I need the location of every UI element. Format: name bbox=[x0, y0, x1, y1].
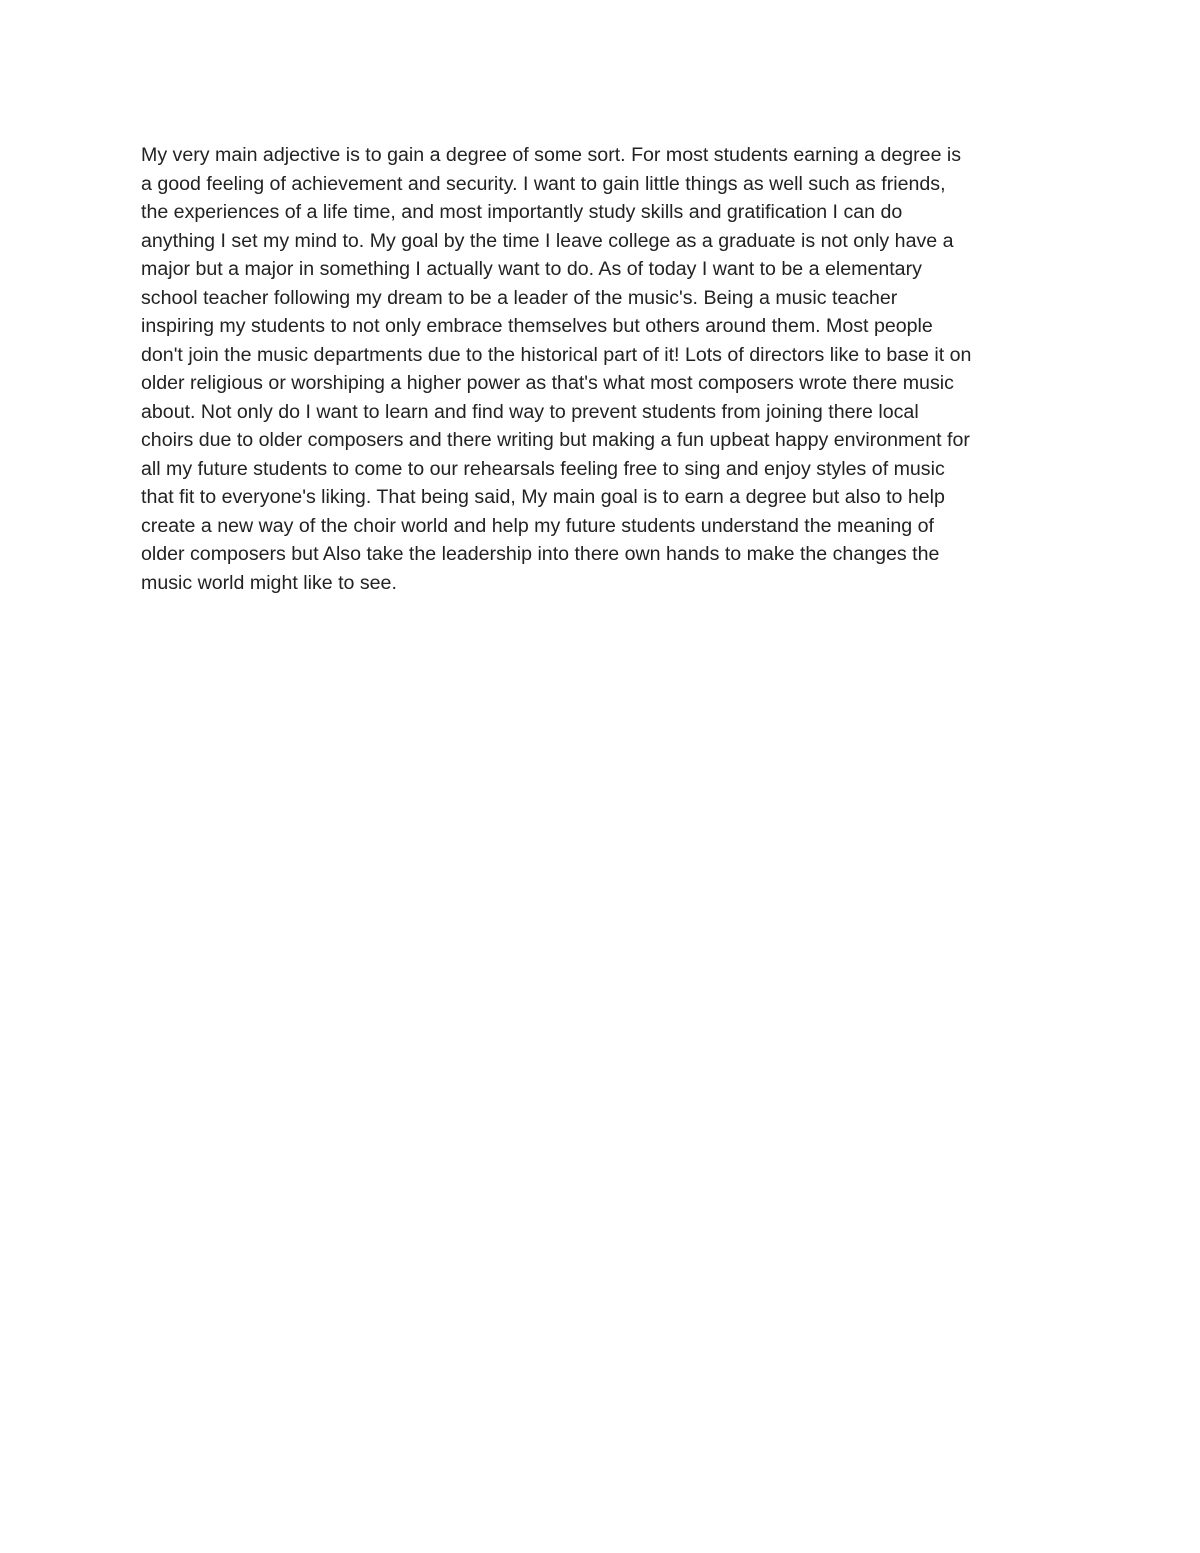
paragraph-line: choirs due to older composers and there writing but making a fun upbeat happy environment for bbox=[141, 429, 970, 451]
paragraph-line: older composers but Also take the leadership into there own hands to make the changes the bbox=[141, 543, 940, 565]
paragraph-line: school teacher following my dream to be a leader of the music's. Being a music teacher bbox=[141, 286, 898, 309]
paragraph-line: about. Not only do I want to learn and find way to prevent students from joining there local bbox=[141, 400, 919, 423]
paragraph-line: older religious or worshiping a higher power as that's what most composers wrote there music bbox=[141, 372, 954, 394]
paragraph-line: the experiences of a life time, and most importantly study skills and gratification I can do bbox=[141, 201, 903, 223]
paragraph-line: don't join the music departments due to the historical part of it! Lots of directors like to base it on bbox=[141, 343, 972, 366]
paragraph-line: My very main adjective is to gain a degree of some sort. For most students earning a degree is bbox=[141, 144, 962, 166]
paragraph-line: create a new way of the choir world and help my future students understand the meaning of bbox=[141, 514, 934, 537]
body-paragraph bbox=[141, 141, 1071, 597]
paragraph-line: all my future students to come to our rehearsals feeling free to sing and enjoy styles of music bbox=[141, 457, 945, 480]
paragraph-line: anything I set my mind to. My goal by the time I leave college as a graduate is not only have a bbox=[141, 229, 954, 252]
paragraph-line: music world might like to see. bbox=[141, 571, 397, 594]
paragraph-line: a good feeling of achievement and security. I want to gain little things as well such as friends, bbox=[141, 172, 946, 195]
paragraph-line: major but a major in something I actually want to do. As of today I want to be a elementary bbox=[141, 258, 922, 280]
paragraph-line: inspiring my students to not only embrace themselves but others around them. Most people bbox=[141, 315, 933, 337]
paragraph-line: that fit to everyone's liking. That being said, My main goal is to earn a degree but also to help bbox=[141, 486, 945, 508]
